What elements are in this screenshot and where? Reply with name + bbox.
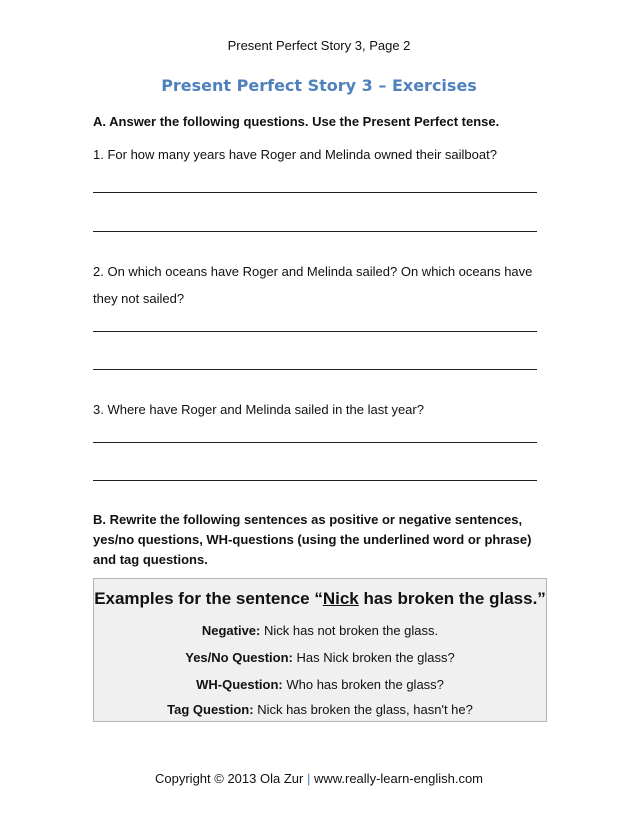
example-tag-question: [94, 702, 546, 717]
question-2-continued: they not sailed?: [93, 291, 185, 306]
section-b-heading-line-2: yes/no questions, WH-questions (using the underlined word or phrase): [93, 532, 532, 547]
page-footer: [0, 771, 638, 786]
example-text: Has Nick broken the glass?: [292, 650, 455, 665]
example-yes-no-question: [94, 650, 546, 665]
example-text: Who has broken the glass?: [282, 677, 444, 692]
answer-line: [93, 442, 537, 443]
answer-line: [93, 369, 537, 370]
examples-title: [94, 589, 546, 609]
answer-line: [93, 331, 537, 332]
footer-separator: |: [306, 771, 311, 786]
examples-box: [93, 578, 547, 722]
section-a-heading: A. Answer the following questions. Use the Present Perfect tense.: [93, 114, 500, 129]
copyright-text: Copyright © 2013 Ola Zur: [155, 771, 307, 786]
answer-line: [93, 480, 537, 481]
section-b-heading-line-3: and tag questions.: [93, 552, 208, 567]
example-label: Negative:: [201, 623, 261, 638]
examples-title-prefix: Examples for the sentence “: [94, 589, 323, 608]
question-2: 2. On which oceans have Roger and Melinda sailed? On which oceans have: [93, 264, 533, 279]
page-title: Present Perfect Story 3 – Exercises: [161, 76, 477, 95]
example-label: WH-Question:: [196, 677, 283, 692]
example-text: Nick has broken the glass, hasn't he?: [253, 702, 473, 717]
example-negative: [94, 623, 546, 638]
answer-line: [93, 192, 537, 193]
section-b-heading-line-1: B. Rewrite the following sentences as positive or negative sentences,: [93, 512, 523, 527]
example-label: Yes/No Question:: [185, 650, 293, 665]
page-header: Present Perfect Story 3, Page 2: [227, 38, 411, 53]
website-link[interactable]: www.really-learn-english.com: [310, 771, 483, 786]
question-1: 1. For how many years have Roger and Melinda owned their sailboat?: [93, 147, 497, 162]
example-label: Tag Question:: [167, 702, 254, 717]
question-3: 3. Where have Roger and Melinda sailed in the last year?: [93, 402, 424, 417]
example-wh-question: [94, 677, 546, 692]
example-text: Nick has not broken the glass.: [260, 623, 439, 638]
examples-title-suffix: has broken the glass.”: [358, 589, 546, 608]
answer-line: [93, 231, 537, 232]
examples-title-underlined-word: Nick: [322, 589, 359, 608]
